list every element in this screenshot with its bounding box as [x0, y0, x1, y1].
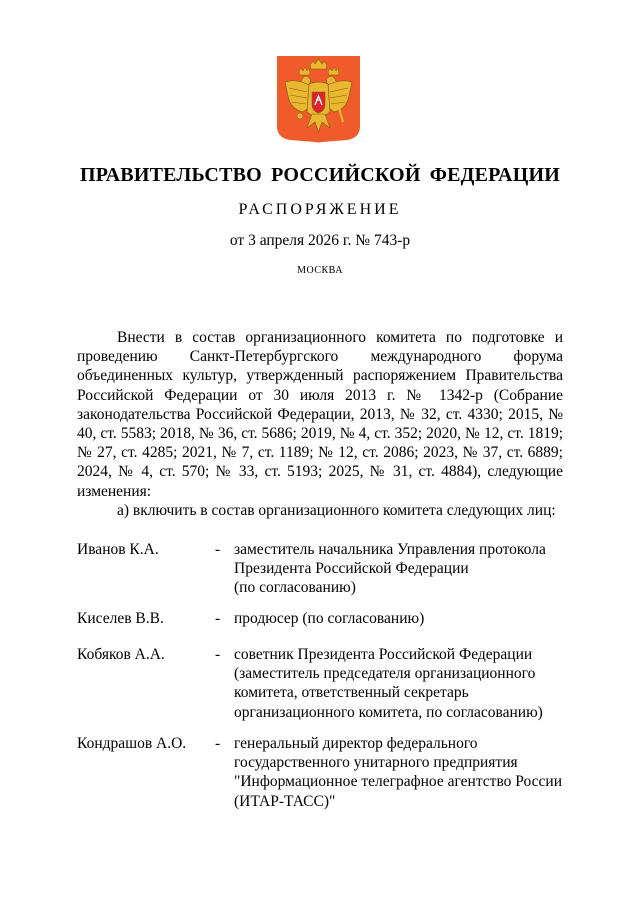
member-position-line: комитета, ответственный секретарь: [234, 684, 469, 702]
member-position-line: советник Президента Российской Федерации: [234, 646, 533, 663]
member-name: Иванов К.А.: [77, 541, 159, 558]
member-position-line: продюсер (по согласованию): [234, 610, 425, 627]
member-name: Кондрашов А.О.: [77, 735, 187, 752]
government-title: ПРАВИТЕЛЬСТВО РОССИЙСКОЙ ФЕДЕРАЦИИ: [80, 164, 560, 186]
member-position-line: заместитель начальника Управления протокола: [234, 541, 546, 558]
member-position-line: генеральный директор федерального: [234, 735, 478, 752]
member-position-line: Президента Российской Федерации: [234, 560, 469, 578]
member-dash: -: [215, 646, 221, 663]
member-name: Киселев В.В.: [77, 610, 164, 627]
member-position: [234, 734, 564, 811]
member-name: Кобяков А.А.: [77, 646, 165, 663]
coat-of-arms-emblem: [277, 56, 360, 143]
member-position: [234, 540, 564, 598]
member-position-line: (ИТАР-ТАСС)": [234, 792, 336, 810]
member-position-line: "Информационное телеграфное агентство России: [234, 773, 562, 791]
member-position-line: организационного комитета, по согласованию): [234, 703, 543, 721]
document-date-number: от 3 апреля 2026 г. № 743-р: [229, 232, 411, 249]
member-position: [234, 609, 564, 628]
member-dash: -: [215, 610, 221, 627]
document-type: РАСПОРЯЖЕНИЕ: [238, 201, 402, 218]
member-dash: -: [215, 541, 221, 558]
member-position: [234, 645, 564, 722]
member-dash: -: [215, 735, 221, 752]
main-paragraph: Внести в состав организационного комитета по подготовке и проведению Санкт-Петербургского международного форума объединенных культур, утвержденный распоряжением Правительства Российской Федерации от 30 июля 2013 г. № 1342-р (Собрание законодательства Российской Федерации, 2013, № 32, ст. 4330; 2015, № 40, ст. 5583; 2018, № 36, ст. 5686; 2019, № 4, ст. 352; 2020, № 12, ст. 1819; № 27, ст. 4285; 2021, № 7, ст. 1189; № 12, ст. 2086; 2023, № 37, ст. 6889; 2024, № 4, ст. 570; № 33, ст. 5193; 2025, № 31, ст. 4884), следующие изменения:: [77, 329, 563, 500]
document-city: МОСКВА: [297, 265, 343, 276]
member-position-line: (по согласованию): [234, 579, 356, 597]
item-a-paragraph: а) включить в состав организационного комитета следующих лиц:: [117, 502, 556, 519]
member-position-line: государственного унитарного предприятия: [234, 754, 518, 772]
member-position-line: (заместитель председателя организационного: [234, 665, 536, 683]
